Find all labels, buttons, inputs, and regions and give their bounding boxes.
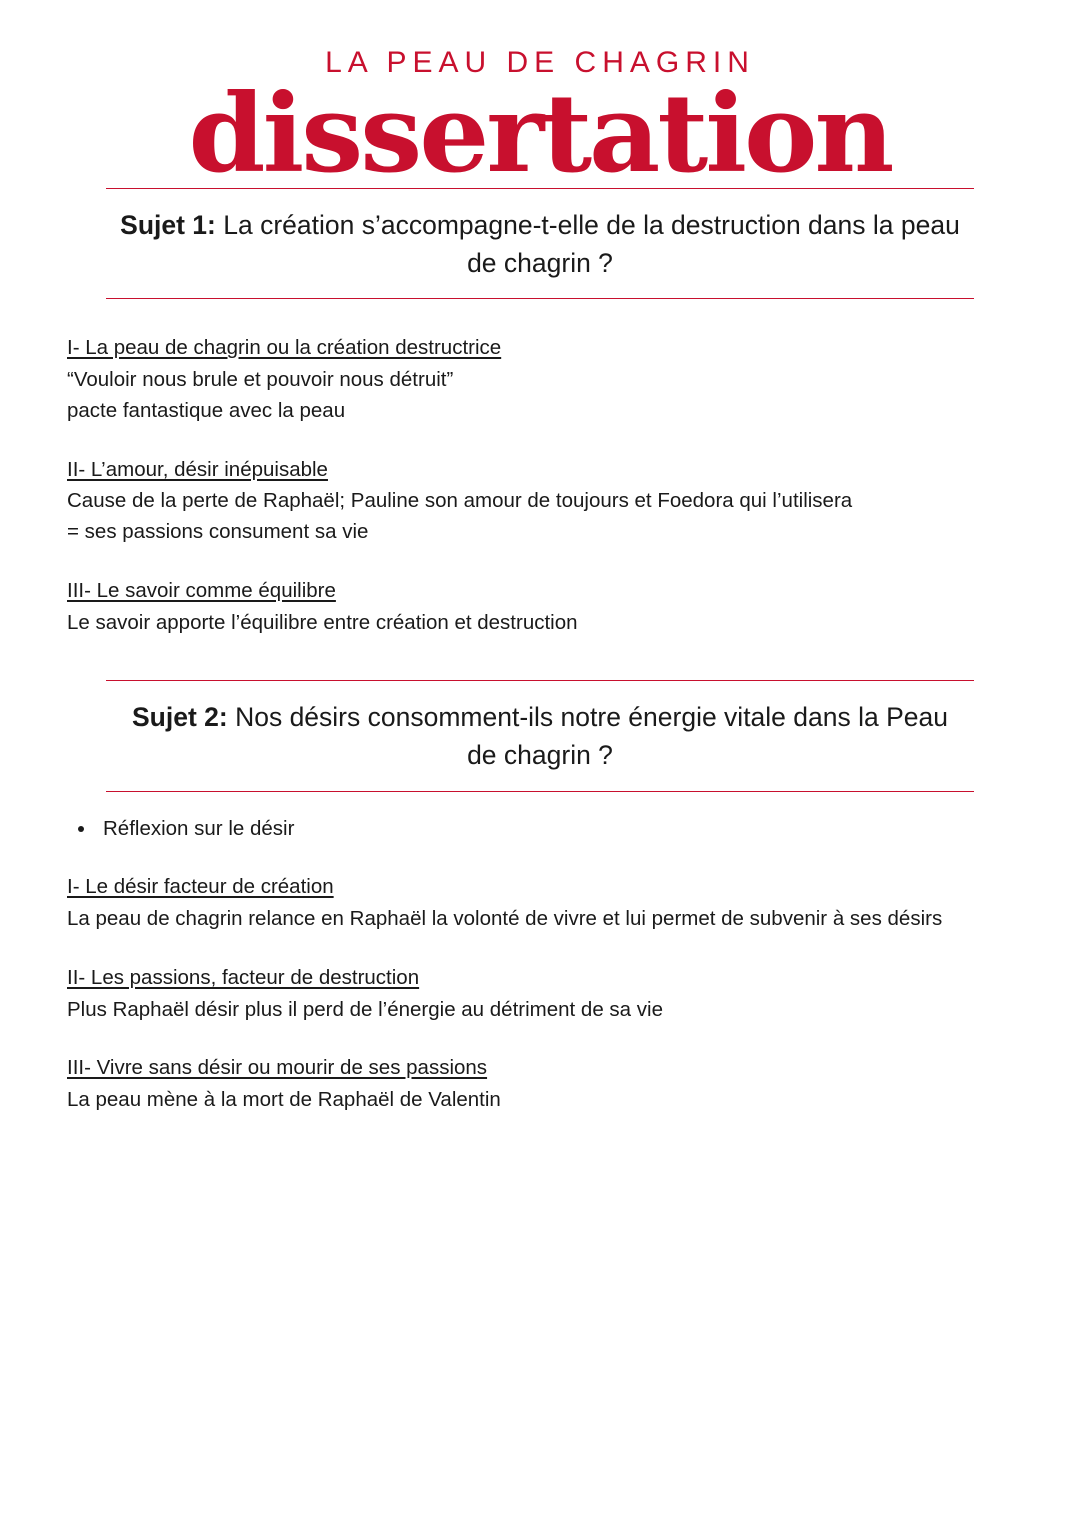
subject-1-body [35,299,1045,638]
header-kicker: LA PEAU DE CHAGRIN [325,46,755,79]
section-block [67,576,1045,639]
subject-2-body [35,792,1045,1116]
section-line: Le savoir apporte l’équilibre entre création et destruction [67,610,578,634]
list-item: • Réflexion sur le désir [97,814,1045,845]
section-heading: I- Le désir facteur de création [67,875,334,899]
subject-2-question: Nos désirs consomment-ils notre énergie vitale dans la Peau de chagrin ? [235,702,948,770]
section-block [67,455,1045,548]
subject-1-question: La création s’accompagne-t-elle de la destruction dans la peau de chagrin ? [223,210,960,278]
document-header [0,0,1080,197]
section-line: Plus Raphaël désir plus il perd de l’énergie au détriment de sa vie [67,997,663,1021]
section-heading: III- Le savoir comme équilibre [67,578,336,602]
section-block [67,872,1045,935]
section-line: “Vouloir nous brule et pouvoir nous détruit” [67,368,454,391]
section-line: = ses passions consument sa vie [67,520,369,543]
page-title: dissertation [188,71,892,197]
section-heading: II- L’amour, désir inépuisable [67,457,328,481]
section-heading: III- Vivre sans désir ou mourir de ses passions [67,1056,488,1080]
section-line: La peau de chagrin relance en Raphaël la volonté de vivre et lui permet de subvenir à ses désirs [67,907,943,930]
intro-bullet-list [67,814,1045,845]
section-block [67,1053,1045,1116]
section-line: pacte fantastique avec la peau [67,398,346,422]
subject-2-title [106,681,974,790]
section-block [67,963,1045,1026]
section-heading: II- Les passions, facteur de destruction [67,965,420,989]
subject-1-header [106,188,974,299]
section-block [67,333,1045,426]
subject-1-title [106,189,974,298]
section-heading: I- La peau de chagrin ou la création destructrice [67,336,502,360]
subject-1-label: Sujet 1: [120,210,216,240]
subject-2-label: Sujet 2: [131,702,228,733]
section-line: La peau mène à la mort de Raphaël de Valentin [67,1088,501,1111]
section-line: Cause de la perte de Raphaël; Pauline son amour de toujours et Foedora qui l’utilisera [67,489,853,513]
subject-2-header [106,680,974,791]
